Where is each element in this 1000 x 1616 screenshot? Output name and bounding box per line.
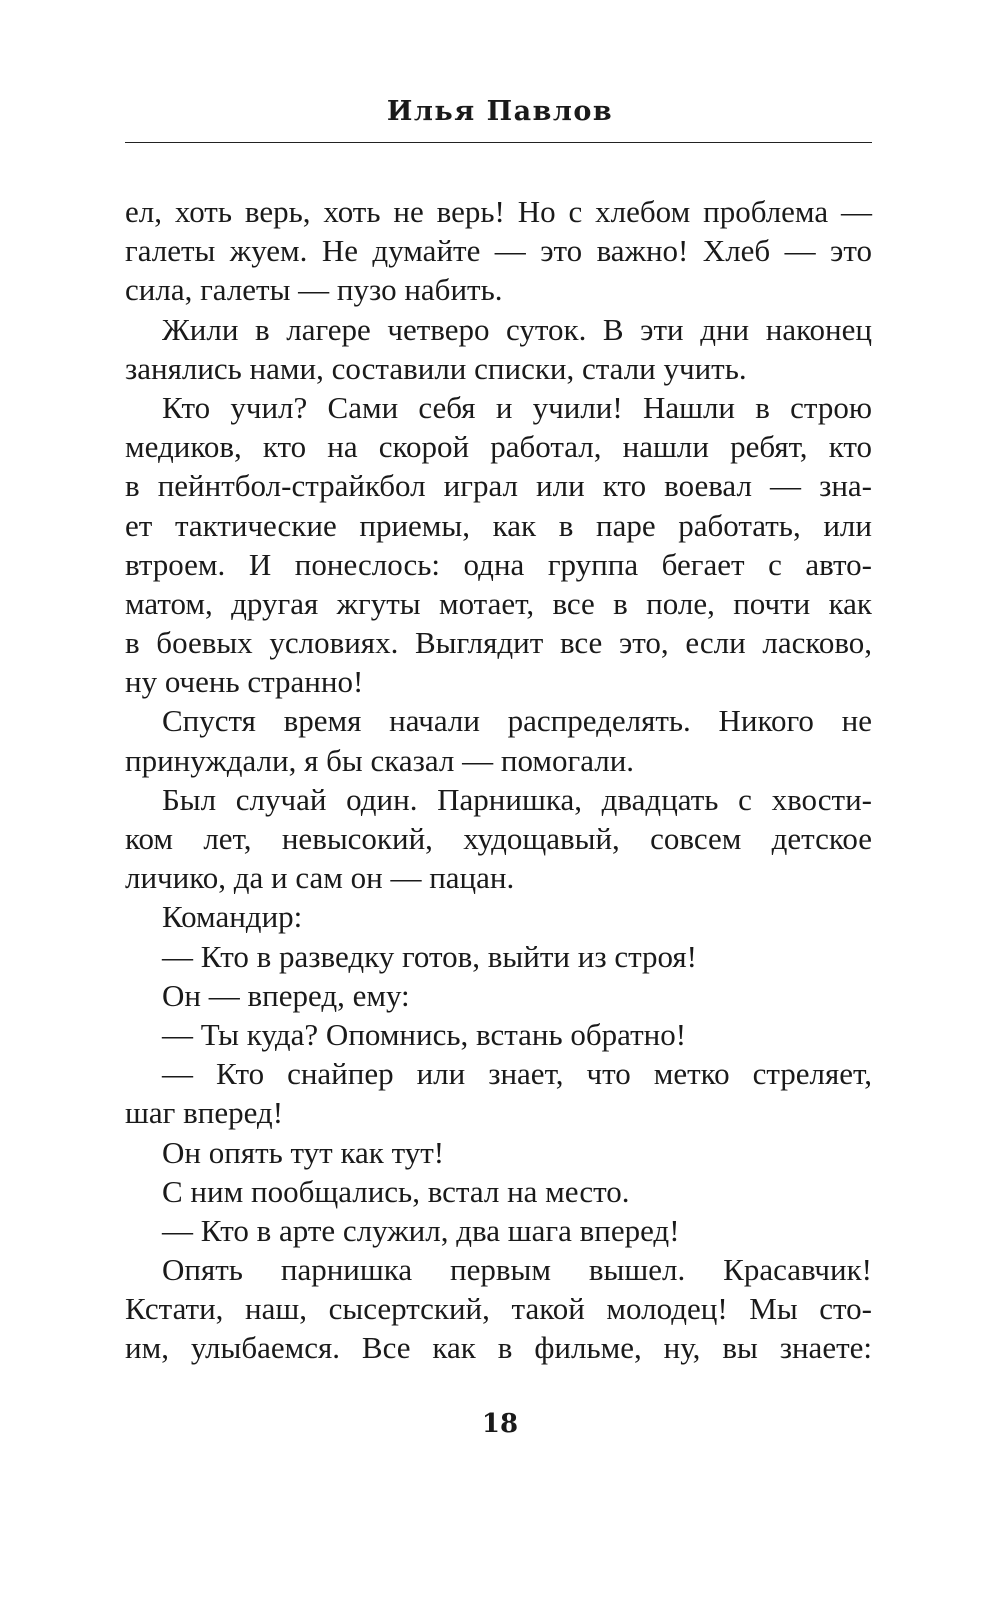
text-line: С ним пообщались, встал на место. (162, 1173, 630, 1209)
text-line: Командир: (162, 899, 303, 935)
running-header-author: Илья Павлов (386, 96, 614, 127)
text-line: Он — вперед, ему: (162, 977, 410, 1013)
text-line: шаг вперед! (125, 1095, 284, 1131)
text-line: принуждали, я бы сказал — помогали. (125, 742, 635, 778)
text-line: личико, да и сам он — пацан. (125, 860, 515, 896)
page-number: 18 (481, 1409, 519, 1439)
text-line: Кто учил? Сами себя и учили! Нашли в строю (162, 389, 872, 425)
text-line: в боевых условиях. Выглядит все это, если ласково, (125, 625, 872, 661)
page-body-text (125, 192, 872, 1368)
text-line: ет тактические приемы, как в паре работать, или (125, 507, 872, 543)
text-line: — Кто в разведку готов, выйти из строя! (162, 938, 697, 974)
text-line: Был случай один. Парнишка, двадцать с хвости- (162, 781, 872, 817)
text-line: ну очень странно! (125, 664, 364, 700)
text-line: Спустя время начали распределять. Никого не (162, 703, 872, 739)
text-line: — Ты куда? Опомнись, встань обратно! (162, 1016, 687, 1052)
text-line: медиков, кто на скорой работал, нашли ребят, кто (125, 429, 872, 465)
text-line: — Кто снайпер или знает, что метко стреляет, (162, 1056, 872, 1092)
text-line: втроем. И понеслось: одна группа бегает с авто- (125, 546, 872, 582)
text-line: им, улыбаемся. Все как в фильме, ну, вы знаете: (125, 1330, 872, 1366)
text-line: Опять парнишка первым вышел. Красавчик! (162, 1252, 872, 1288)
text-line: — Кто в арте служил, два шага вперед! (162, 1212, 680, 1248)
text-line: Жили в лагере четверо суток. В эти дни наконец (162, 311, 872, 347)
text-line: ком лет, невысокий, худощавый, совсем детское (125, 821, 872, 856)
header-divider (125, 142, 872, 143)
text-line: матом, другая жгуты мотает, все в поле, почти как (125, 585, 872, 621)
text-line: галеты жуем. Не думайте — это важно! Хлеб — это (125, 233, 872, 269)
text-line: ел, хоть верь, хоть не верь! Но с хлебом проблема — (125, 194, 872, 229)
text-line: Кстати, наш, сысертский, такой молодец! Мы сто- (125, 1291, 872, 1327)
text-line: Он опять тут как тут! (162, 1134, 445, 1170)
text-line: в пейнтбол-страйкбол играл или кто воевал — зна- (125, 468, 872, 504)
text-line: сила, галеты — пузо набить. (125, 272, 503, 308)
text-line: занялись нами, составили списки, стали учить. (125, 350, 747, 386)
